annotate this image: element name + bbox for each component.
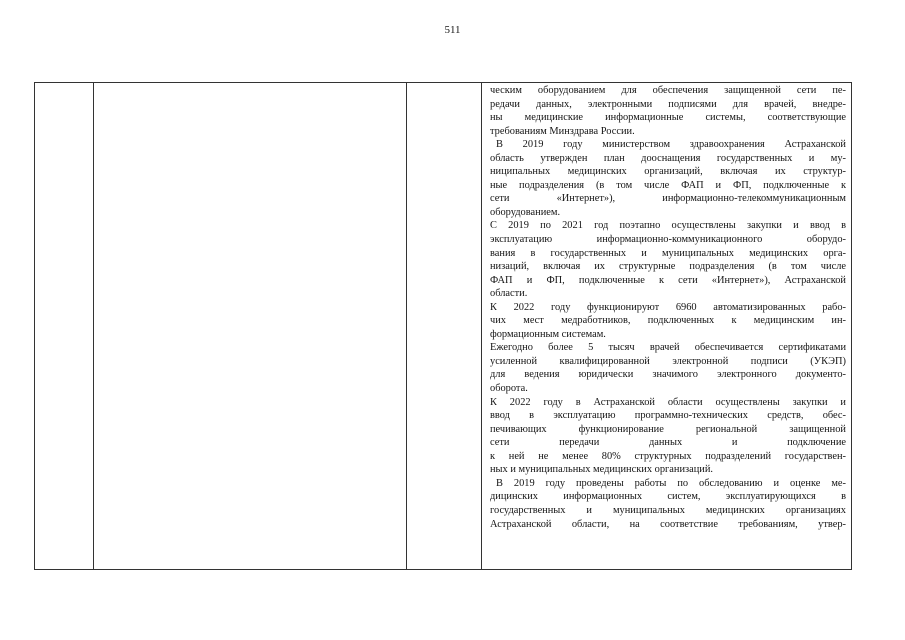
text-line: усиленной квалифицированной электронной подписи (УКЭП) xyxy=(490,355,846,367)
text-line: оборота. xyxy=(490,383,528,395)
text-line: чих мест медработников, подключенных к медицинским ин- xyxy=(490,315,846,327)
text-line: сети «Интернет»), информационно-телекоммуникационным xyxy=(490,193,846,205)
text-line: Астраханской области, на соответствие требованиям, утвер- xyxy=(490,518,846,530)
text-line: К 2022 году в Астраханской области осуществлены закупки и xyxy=(490,396,846,408)
text-line: ческим оборудованием для обеспечения защищенной сети пе- xyxy=(490,85,846,96)
text-line: эксплуатацию информационно-коммуникационного оборудо- xyxy=(490,234,846,246)
text-line: ФАП и ФП, подключенные к сети «Интернет»), Астраханской xyxy=(490,274,846,286)
text-line: вания в государственных и муниципальных медицинских орга- xyxy=(490,247,846,259)
column-divider-3 xyxy=(481,83,482,569)
text-line: В 2019 году проведены работы по обследованию и оценке ме- xyxy=(496,477,846,489)
text-line: ниципальных медицинских организаций, включая их структур- xyxy=(490,166,846,178)
text-line: ные подразделения (в том числе ФАП и ФП, подключенные к xyxy=(490,179,846,191)
text-line: низаций, включая их структурные подразделения (в том числе xyxy=(490,261,846,273)
text-line: печивающих функционирование региональной защищенной xyxy=(490,423,846,435)
text-line: область утвержден план дооснащения государственных и му- xyxy=(490,152,846,164)
page-number: 511 xyxy=(444,24,461,36)
text-line: ных и муниципальных медицинских организаций. xyxy=(490,464,714,476)
text-line: требованиям Минздрава России. xyxy=(490,125,635,137)
column-divider-1 xyxy=(93,83,94,569)
text-line: Ежегодно более 5 тысяч врачей обеспечивается сертификатами xyxy=(490,342,846,354)
text-line: дицинских информационных систем, эксплуатирующихся в xyxy=(490,491,846,503)
text-line: К 2022 году функционируют 6960 автоматизированных рабо- xyxy=(490,301,846,313)
text-line: ны медицинские информационные системы, соответствующие xyxy=(490,112,846,124)
text-line: В 2019 году министерством здравоохранения Астраханской xyxy=(496,139,846,151)
text-line: формационным системам. xyxy=(490,328,606,340)
text-line: государственных и муниципальных медицинских организациях xyxy=(490,504,846,516)
text-line: сети передачи данных и подключение xyxy=(490,437,846,449)
text-line: С 2019 по 2021 год поэтапно осуществлены закупки и ввод в xyxy=(490,220,846,232)
text-line: области. xyxy=(490,288,528,300)
text-line: редачи данных, электронными подписями для врачей, внедре- xyxy=(490,98,846,110)
text-line: к ней не менее 80% структурных подразделений государствен- xyxy=(490,450,846,462)
text-line: ввод в эксплуатацию программно-технических средств, обес- xyxy=(490,410,846,422)
text-line: для ведения юридически значимого электронного документо- xyxy=(490,369,846,381)
text-line: оборудованием. xyxy=(490,206,561,218)
table-cell-text xyxy=(490,84,846,531)
column-divider-2 xyxy=(406,83,407,569)
